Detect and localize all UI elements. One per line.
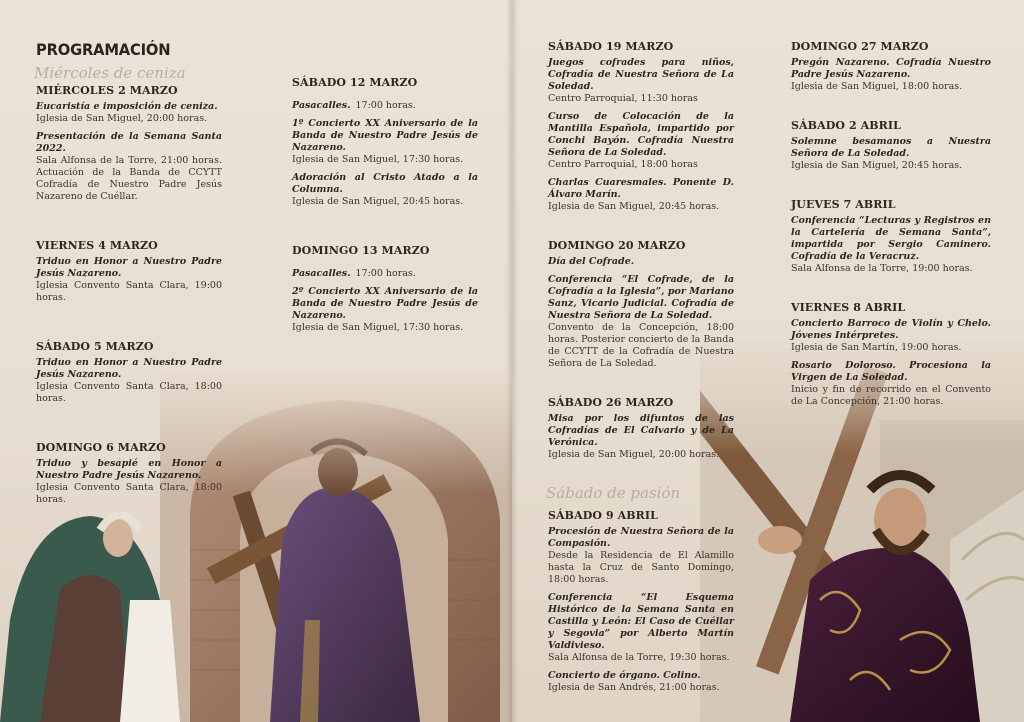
event bbox=[548, 177, 734, 213]
event bbox=[548, 256, 734, 268]
day-block bbox=[36, 441, 222, 506]
day-block bbox=[36, 84, 222, 203]
event-title: Charlas Cuaresmales. Ponente D. Álvaro Marín. bbox=[548, 177, 734, 200]
event-title: Procesión de Nuestra Señora de la Compasión. bbox=[548, 526, 734, 549]
event-detail: Iglesia de San Miguel, 20:45 horas. bbox=[292, 196, 464, 207]
day-title: DOMINGO 6 MARZO bbox=[36, 441, 166, 454]
event bbox=[791, 215, 991, 275]
event bbox=[548, 670, 734, 694]
event-detail: Iglesia de San Miguel, 18:00 horas. bbox=[791, 81, 963, 92]
event bbox=[36, 256, 222, 304]
day-block bbox=[292, 76, 478, 208]
event-detail: 17:00 horas. bbox=[355, 268, 416, 279]
event-detail: Iglesia de San Martín, 19:00 horas. bbox=[791, 342, 962, 353]
day-title: JUEVES 7 ABRIL bbox=[791, 198, 896, 211]
day-block bbox=[548, 40, 734, 213]
event-title: Pasacalles. bbox=[292, 100, 351, 111]
script-heading-passion-saturday: Sábado de pasión bbox=[546, 484, 681, 502]
event-title: Misa por los difuntos de las Cofradías de El Calvario y de La Verónica. bbox=[548, 413, 734, 448]
day-title: DOMINGO 20 MARZO bbox=[548, 239, 686, 252]
day-block bbox=[791, 119, 991, 172]
event-title: Triduo en Honor a Nuestro Padre Jesús Nazareno. bbox=[36, 256, 222, 279]
event bbox=[36, 101, 222, 125]
event bbox=[791, 57, 991, 93]
event-detail: Iglesia Convento Santa Clara, 18:00 horas. bbox=[36, 482, 222, 505]
event-detail: Iglesia de San Miguel, 20:45 horas. bbox=[548, 201, 720, 212]
day-title: MIÉRCOLES 2 MARZO bbox=[36, 84, 178, 97]
day-title: SÁBADO 5 MARZO bbox=[36, 340, 154, 353]
event-detail: Iglesia Convento Santa Clara, 19:00 horas. bbox=[36, 280, 222, 303]
event bbox=[791, 136, 991, 172]
schedule-column-1 bbox=[36, 84, 222, 518]
event bbox=[36, 458, 222, 506]
event bbox=[791, 318, 991, 354]
event-detail: Sala Alfonsa de la Torre, 21:00 horas. Actuación de la Banda de CCYTT Cofradía de Nuestro Padre Jesús Nazareno de Cuéllar. bbox=[36, 155, 222, 202]
day-title: SÁBADO 2 ABRIL bbox=[791, 119, 901, 132]
day-block bbox=[791, 198, 991, 275]
event-title: Conferencia “Lecturas y Registros en la Cartelería de Semana Santa”, impartida por Sergio Caminero. Cofradía de la Veracruz. bbox=[791, 215, 991, 262]
event bbox=[548, 57, 734, 105]
event-title: 1º Concierto XX Aniversario de la Banda de Nuestro Padre Jesús de Nazareno. bbox=[292, 118, 478, 153]
page-title: PROGRAMACIÓN bbox=[36, 40, 171, 59]
event-title: Concierto Barroco de Violín y Chelo. Jóvenes Intérpretes. bbox=[791, 318, 991, 341]
event-title: Conferencia “El Esquema Histórico de la Semana Santa en Castilla y León: El Caso de Cuéllar y Segovia” por Alberto Martín Valdivieso. bbox=[548, 592, 734, 651]
event-title: Conferencia “El Cofrade, de la Cofradía a la Iglesia”, por Mariano Sanz, Vicario Judicial. Cofradía de Nuestra Señora de La Soledad. bbox=[548, 274, 734, 321]
event-title: 2º Concierto XX Aniversario de la Banda de Nuestro Padre Jesús de Nazareno. bbox=[292, 286, 478, 321]
event bbox=[548, 592, 734, 664]
event-title: Triduo y besapié en Honor a Nuestro Padre Jesús Nazareno. bbox=[36, 458, 222, 481]
event-detail: Inicio y fin de recorrido en el Convento de La Concepción, 21:00 horas. bbox=[791, 384, 991, 407]
event-title: Pregón Nazareno. Cofradía Nuestro Padre Jesús Nazareno. bbox=[791, 57, 991, 80]
schedule-column-3 bbox=[548, 40, 734, 706]
event-detail: Iglesia de San Miguel, 17:30 horas. bbox=[292, 154, 464, 165]
event bbox=[292, 261, 478, 280]
event bbox=[548, 274, 734, 370]
day-title: DOMINGO 13 MARZO bbox=[292, 244, 430, 257]
day-block bbox=[548, 239, 734, 370]
right-page bbox=[512, 0, 1024, 722]
event-title: Solemne besamanos a Nuestra Señora de La Soledad. bbox=[791, 136, 991, 159]
day-block bbox=[36, 239, 222, 304]
day-block bbox=[791, 301, 991, 408]
event-detail: Iglesia de San Miguel, 20:00 horas. bbox=[548, 449, 720, 460]
day-block bbox=[548, 509, 734, 694]
event-detail: Centro Parroquial, 11:30 horas bbox=[548, 93, 698, 104]
event bbox=[292, 93, 478, 112]
event bbox=[548, 413, 734, 461]
schedule-column-4 bbox=[791, 40, 991, 420]
day-block bbox=[36, 340, 222, 405]
event-title: Presentación de la Semana Santa 2022. bbox=[36, 131, 222, 154]
event-detail: Iglesia Convento Santa Clara, 18:00 horas. bbox=[36, 381, 222, 404]
event bbox=[292, 172, 478, 208]
day-block bbox=[292, 244, 478, 334]
event-title: Triduo en Honor a Nuestro Padre Jesús Nazareno. bbox=[36, 357, 222, 380]
event-title: Concierto de órgano. Colino. bbox=[548, 670, 701, 681]
day-block bbox=[791, 40, 991, 93]
event bbox=[292, 286, 478, 334]
event-detail: Sala Alfonsa de la Torre, 19:30 horas. bbox=[548, 652, 730, 663]
event-title: Pasacalles. bbox=[292, 268, 351, 279]
event-detail: Sala Alfonsa de la Torre, 19:00 horas. bbox=[791, 263, 973, 274]
day-title: SÁBADO 12 MARZO bbox=[292, 76, 418, 89]
event-detail: Convento de la Concepción, 18:00 horas. Posterior concierto de la Banda de CCYTT de la Cofradía de Nuestra Señora de La Soledad. bbox=[548, 322, 734, 369]
schedule-column-2 bbox=[292, 76, 478, 346]
event bbox=[36, 131, 222, 203]
day-block bbox=[548, 396, 734, 461]
event-title: Juegos cofrades para niños, Cofradía de Nuestra Señora de La Soledad. bbox=[548, 57, 734, 92]
event bbox=[548, 111, 734, 171]
event-title: Curso de Colocación de la Mantilla Española, impartido por Conchi Bayón. Cofradía Nuestra Señora de La Soledad. bbox=[548, 111, 734, 158]
event bbox=[292, 118, 478, 166]
event-detail: Iglesia de San Miguel, 20:00 horas. bbox=[36, 113, 208, 124]
event-detail: 17:00 horas. bbox=[355, 100, 416, 111]
event-title: Adoración al Cristo Atado a la Columna. bbox=[292, 172, 478, 195]
day-title: VIERNES 4 MARZO bbox=[36, 239, 158, 252]
event bbox=[791, 360, 991, 408]
event-detail: Desde la Residencia de El Alamillo hasta la Cruz de Santo Domingo, 18:00 horas. bbox=[548, 550, 734, 585]
event-title: Eucaristía e imposición de ceniza. bbox=[36, 101, 218, 112]
day-title: DOMINGO 27 MARZO bbox=[791, 40, 929, 53]
event-detail: Iglesia de San Miguel, 20:45 horas. bbox=[791, 160, 963, 171]
event-title: Rosario Doloroso. Procesiona la Virgen de La Soledad. bbox=[791, 360, 991, 383]
day-title: SÁBADO 26 MARZO bbox=[548, 396, 674, 409]
event-title: Día del Cofrade. bbox=[548, 256, 635, 267]
day-title: SÁBADO 19 MARZO bbox=[548, 40, 674, 53]
page-fold bbox=[506, 0, 518, 722]
event-detail: Centro Parroquial, 18:00 horas bbox=[548, 159, 698, 170]
day-title: SÁBADO 9 ABRIL bbox=[548, 509, 658, 522]
event-detail: Iglesia de San Miguel, 17:30 horas. bbox=[292, 322, 464, 333]
event bbox=[548, 526, 734, 586]
script-heading-ash-wednesday: Miércoles de ceniza bbox=[34, 64, 186, 82]
event bbox=[36, 357, 222, 405]
event-detail: Iglesia de San Andrés, 21:00 horas. bbox=[548, 682, 720, 693]
day-title: VIERNES 8 ABRIL bbox=[791, 301, 906, 314]
